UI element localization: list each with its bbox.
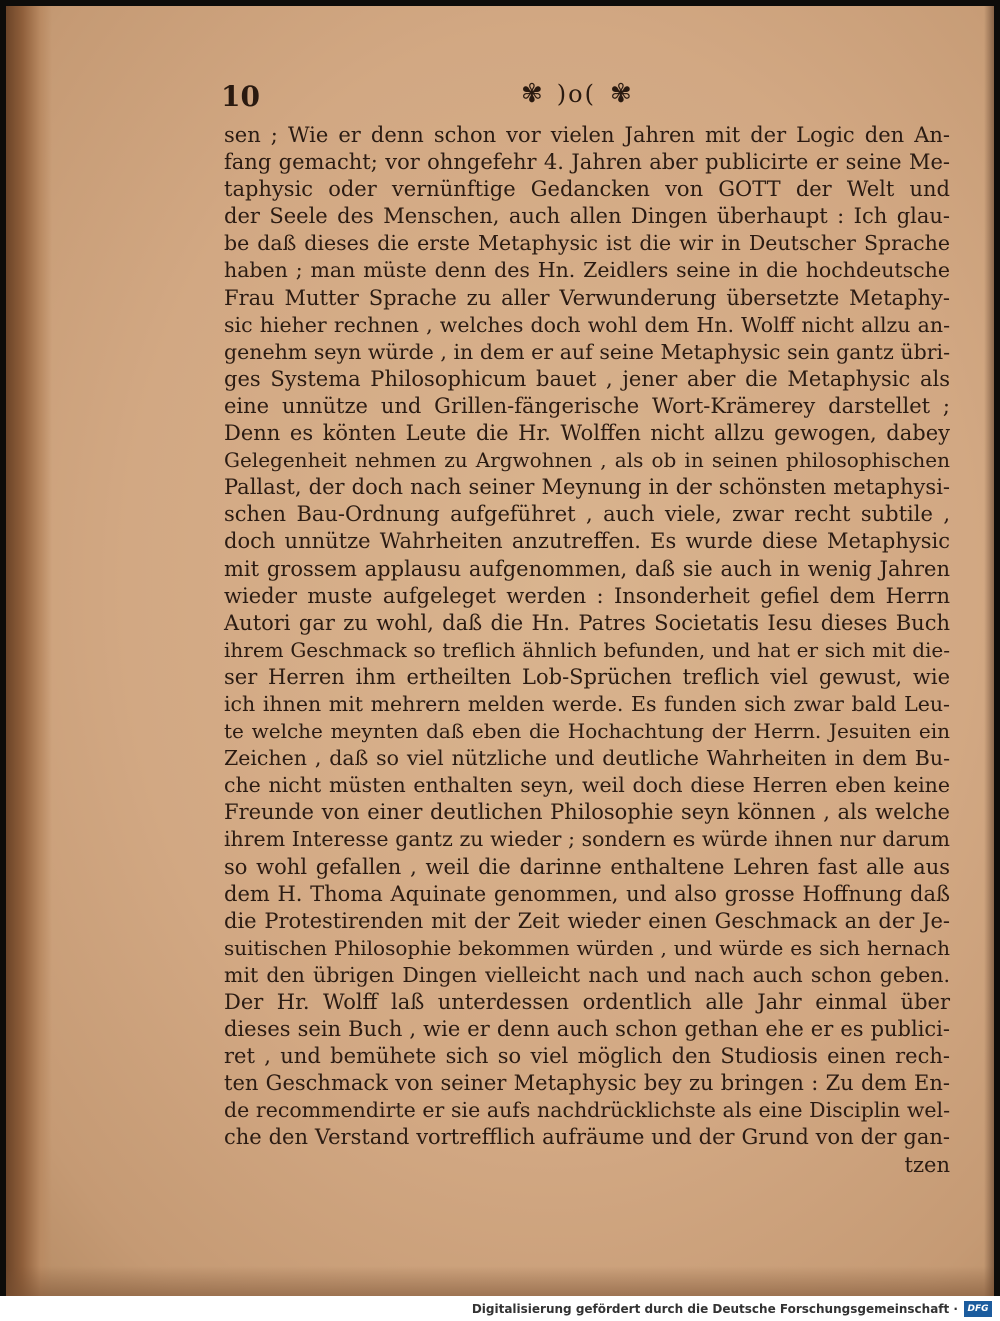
text-line: eine unnütze und Grillen-fängerische Wort-Krämerey darstellet ; (224, 393, 950, 418)
fleuron-icon: ✾ (521, 79, 543, 109)
text-line: ges Systema Philosophicum bauet , jener aber die Metaphysic als (224, 366, 950, 391)
text-line: wieder muste aufgeleget werden : Insonderheit gefiel dem Herrn (224, 583, 950, 608)
text-line: Freunde von einer deutlichen Philosophie seyn können , als welche (224, 800, 950, 825)
text-line: der Seele des Menschen, auch allen Dingen überhaupt : Ich glau- (224, 204, 950, 229)
text-line: Der Hr. Wolff laß unterdessen ordentlich alle Jahr einmal über (224, 990, 950, 1014)
page-body-text (224, 122, 950, 1179)
text-line: Frau Mutter Sprache zu aller Verwunderung übersetzte Metaphy- (224, 285, 950, 310)
header-ornament (521, 80, 632, 108)
page-header (221, 80, 941, 120)
text-line: schen Bau-Ordnung aufgeführet , auch viele, zwar recht subtile , (224, 502, 950, 527)
text-line: che nicht müsten enthalten seyn, weil doch diese Herren eben keine (224, 773, 950, 798)
text-line: mit den übrigen Dingen vielleicht nach und nach auch schon geben. (224, 962, 950, 987)
text-line: dem H. Thoma Aquinate genommen, und also grosse Hoffnung daß (224, 881, 950, 906)
text-line: Autori gar zu wohl, daß die Hn. Patres Societatis Iesu dieses Buch (224, 610, 950, 635)
text-line: genehm seyn würde , in dem er auf seine Metaphysic sein gantz übri- (224, 339, 950, 364)
ornament-text: )o( (556, 80, 596, 108)
text-line: sen ; Wie er denn schon vor vielen Jahren mit der Logic den An- (224, 123, 950, 147)
dfg-logo-icon: DFG (964, 1301, 992, 1317)
text-line: dieses sein Buch , wie er denn auch schon gethan ehe er es publici- (224, 1017, 950, 1042)
text-line: ten Geschmack von seiner Metaphysic bey zu bringen : Zu dem En- (224, 1071, 950, 1096)
text-line: che den Verstand vortrefflich aufräume und der Grund von der gan- (224, 1125, 950, 1150)
text-line: Denn es könten Leute die Hr. Wolffen nicht allzu gewogen, dabey (224, 421, 950, 446)
text-line: Zeichen , daß so viel nützliche und deutliche Wahrheiten in dem Bu- (224, 746, 950, 771)
text-line: ihrem Interesse gantz zu wieder ; sondern es würde ihnen nur darum (224, 827, 950, 852)
text-line: de recommendirte er sie aufs nachdrücklichste als eine Disciplin wel- (224, 1098, 950, 1123)
catchword: tzen (904, 1152, 950, 1177)
page-bottom-shadow (6, 1266, 994, 1296)
text-line: suitischen Philosophie bekommen würden , und würde es sich hernach (224, 935, 950, 960)
text-line: te welche meynten daß eben die Hochachtung der Herrn. Jesuiten ein (224, 719, 950, 744)
page-number: 10 (221, 80, 260, 113)
funding-notice: Digitalisierung gefördert durch die Deutsche Forschungsgemeinschaft · (471, 1301, 958, 1316)
fleuron-icon: ✾ (609, 79, 632, 109)
text-line: so wohl gefallen , weil die darinne enthaltene Lehren fast alle aus (224, 854, 950, 879)
text-line: ich ihnen mit mehrern melden werde. Es funden sich zwar bald Leu- (224, 691, 950, 716)
text-line: mit grossem applausu aufgenommen, daß sie auch in wenig Jahren (224, 556, 950, 581)
text-line: ihrem Geschmack so treflich ähnlich befunden, und hat er sich mit die- (224, 637, 950, 662)
text-line: be daß dieses die erste Metaphysic ist die wir in Deutscher Sprache (224, 231, 950, 256)
text-line: ret , und bemühete sich so viel möglich den Studiosis einen rech- (224, 1044, 950, 1069)
book-page (6, 6, 994, 1296)
spine-shadow (6, 6, 52, 1296)
text-line: fang gemacht; vor ohngefehr 4. Jahren aber publicirte er seine Me- (224, 150, 950, 175)
text-line: sic hieher rechnen , welches doch wohl dem Hn. Wolff nicht allzu an- (224, 312, 950, 337)
text-line: doch unnütze Wahrheiten anzutreffen. Es wurde diese Metaphysic (224, 529, 950, 554)
digitization-footer (0, 1296, 1000, 1321)
page-edge (984, 6, 994, 1296)
text-line: Pallast, der doch nach seiner Meynung in der schönsten metaphysi- (224, 475, 950, 500)
text-line: ser Herren ihm ertheilten Lob-Sprüchen treflich viel gewust, wie (224, 664, 950, 689)
text-line: Gelegenheit nehmen zu Argwohnen , als ob in seinen philosophischen (224, 448, 950, 473)
text-line: haben ; man müste denn des Hn. Zeidlers seine in die hochdeutsche (224, 258, 950, 283)
text-line: taphysic oder vernünftige Gedancken von GOTT der Welt und (224, 177, 950, 202)
text-line: die Protestirenden mit der Zeit wieder einen Geschmack an der Je- (224, 908, 950, 933)
